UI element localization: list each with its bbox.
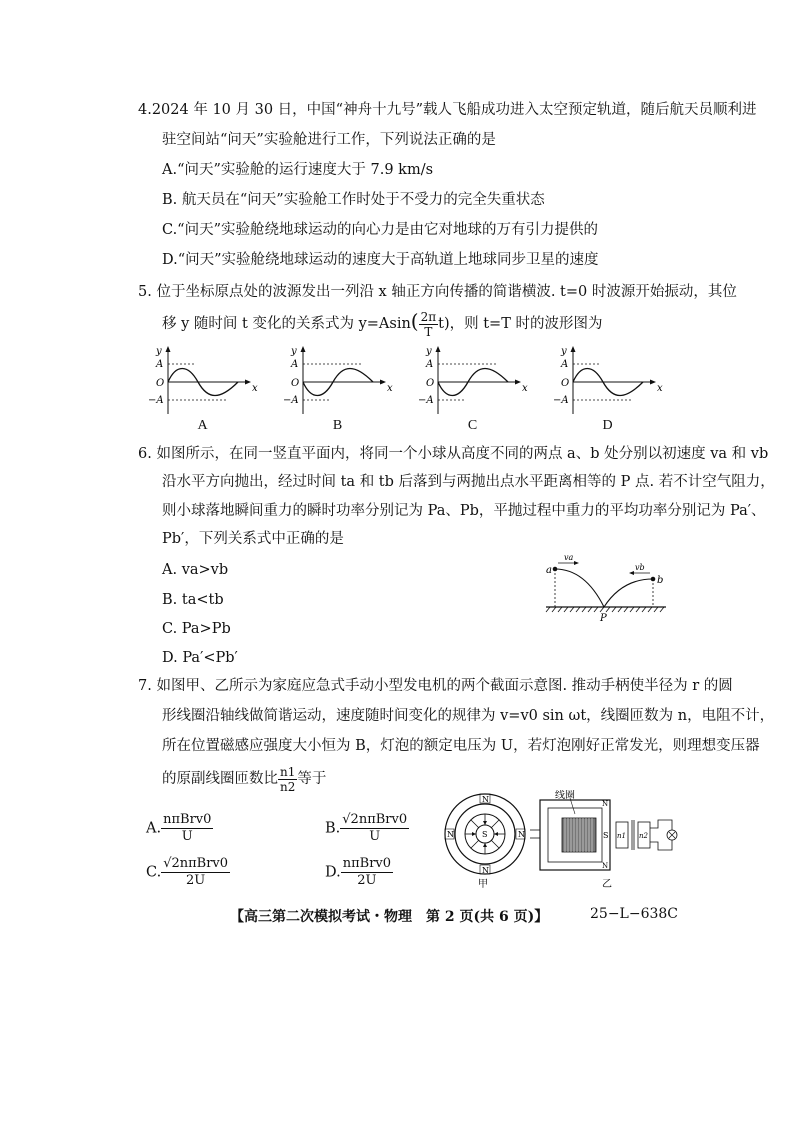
q6-option-d: D. Pa′<Pb′ [162, 650, 238, 666]
q5-line1: 5. 位于坐标原点处的波源发出一列沿 x 轴正方向传播的简谐横波. t=0 时波源开始振动，其位 [138, 284, 737, 300]
wave-label-c: C [467, 418, 478, 433]
q7-option-a-label: A. [146, 820, 162, 837]
q7-option-d [325, 856, 393, 889]
fig7-label-jia: 甲 [478, 879, 488, 890]
q7-option-a-frac [161, 812, 213, 845]
wave-a-origin: O [156, 378, 165, 389]
q7-option-d-frac [341, 856, 393, 889]
fig7-n2: n2 [639, 832, 648, 840]
q7-option-a-num: nπBrv0 [163, 812, 212, 827]
wave-b-y: y [291, 346, 297, 357]
q7-ratio-den: n2 [280, 779, 296, 794]
wave-d-x: x [657, 383, 663, 394]
q7-line2: 形线圈沿轴线做简谐运动，速度随时间变化的规律为 v=v0 sin ωt，线圈匝数为 n，电阻不计， [162, 708, 775, 724]
q7-option-d-label: D. [325, 864, 341, 881]
wave-graph-c [410, 344, 535, 434]
wave-b-svg [275, 344, 400, 416]
wave-d-y: y [561, 346, 567, 357]
fig7-coil-label: 线圈 [555, 790, 575, 801]
wave-graph-b [275, 344, 400, 434]
q6-line4: Pb′，下列关系式中正确的是 [162, 531, 344, 547]
wave-c-x: x [522, 383, 528, 394]
q7-option-d-den: 2U [357, 873, 377, 888]
q7-option-b-frac [340, 812, 409, 845]
fig7-s-side: S [603, 831, 609, 840]
q7-figure-svg [440, 790, 680, 890]
fig6-label-vb: vb [635, 563, 645, 572]
fig7-s-center: S [482, 830, 488, 839]
q7-option-c-label: C. [146, 864, 162, 881]
wave-label-a: A [197, 418, 208, 433]
fig6-label-p: P [600, 613, 607, 624]
q5-line2-post: t)，则 t=T 时的波形图为 [438, 316, 603, 332]
q7-option-a [146, 812, 213, 845]
wave-c-origin: O [426, 378, 435, 389]
q5-frac-num: 2π [420, 309, 437, 324]
fig7-n-left: N [447, 830, 454, 839]
exam-code: 25−L−638C [590, 906, 679, 922]
q4-option-b: B. 航天员在“问天”实验舱工作时处于不受力的完全失重状态 [162, 192, 545, 208]
q7-generator-figure [440, 790, 680, 890]
q6-line2: 沿水平方向抛出，经过时间 ta 和 tb 后落到与两抛出点水平距离相等的 P 点. 若不计空气阻力， [162, 474, 775, 490]
q7-option-a-den: U [181, 829, 193, 844]
wave-b-negamp: −A [283, 395, 299, 406]
q7-ratio-num: n1 [280, 764, 296, 779]
q4-option-c: C.“问天”实验舱绕地球运动的向心力是由它对地球的万有引力提供的 [162, 222, 599, 238]
q7-option-b-den: U [369, 829, 381, 844]
q5-paren: ( [410, 309, 419, 333]
wave-c-amp: A [426, 359, 434, 370]
fig7-n1: n1 [617, 832, 626, 840]
q4-line1: 4.2024 年 10 月 30 日，中国“神舟十九号”载人飞船成功进入太空预定轨道，随后航天员顺利进 [138, 102, 757, 118]
q4-option-d: D.“问天”实验舱绕地球运动的速度大于高轨道上地球同步卫星的速度 [162, 252, 599, 268]
q7-ratio-fraction [278, 765, 297, 794]
wave-label-b: B [332, 418, 343, 433]
q7-option-c [146, 856, 230, 889]
wave-a-amp: A [156, 359, 164, 370]
q6-figure-svg [540, 555, 670, 625]
wave-c-svg [410, 344, 535, 416]
wave-a-negamp: −A [148, 395, 164, 406]
fig6-label-b: b [657, 575, 664, 586]
q7-option-c-num: √2nπBrv0 [163, 856, 229, 871]
q7-option-b [325, 812, 409, 845]
fig7-n-side-top: N [602, 800, 609, 808]
q7-option-c-den: 2U [186, 873, 206, 888]
wave-b-origin: O [291, 378, 300, 389]
wave-d-amp: A [561, 359, 569, 370]
q5-line2 [162, 306, 603, 339]
q6-projectile-figure [540, 555, 670, 625]
q4-line2: 驻空间站“问天”实验舱进行工作，下列说法正确的是 [162, 132, 496, 148]
wave-a-x: x [252, 383, 258, 394]
q7-option-b-num: √2nπBrv0 [342, 812, 408, 827]
fig7-n-side-bottom: N [602, 862, 609, 870]
q7-line4-pre: 的原副线圈匝数比 [162, 771, 278, 787]
wave-a-svg [140, 344, 265, 416]
fig7-label-yi: 乙 [602, 879, 612, 890]
q7-line4-post: 等于 [297, 771, 327, 787]
fig7-n-right: N [518, 830, 525, 839]
q5-wave-options [140, 344, 740, 434]
q6-option-a: A. va>vb [162, 562, 229, 578]
q5-frac-den: T [424, 324, 433, 339]
fig7-n-bottom: N [482, 866, 489, 875]
wave-a-y: y [156, 346, 162, 357]
wave-graph-d [545, 344, 670, 434]
q6-option-b: B. ta<tb [162, 592, 224, 608]
wave-d-svg [545, 344, 670, 416]
wave-d-negamp: −A [553, 395, 569, 406]
fig6-label-va: va [564, 555, 574, 562]
wave-label-d: D [602, 418, 613, 433]
wave-d-origin: O [561, 378, 570, 389]
q6-option-c: C. Pa>Pb [162, 621, 231, 637]
wave-graph-a [140, 344, 265, 434]
q6-line3: 则小球落地瞬间重力的瞬时功率分别记为 Pa、Pb，平抛过程中重力的平均功率分别记为 Pa′、 [162, 503, 766, 519]
fig7-n-top: N [482, 795, 489, 804]
wave-b-x: x [387, 383, 393, 394]
fig6-label-a: a [546, 565, 552, 576]
page-footer: 【高三第二次模拟考试・物理 第 2 页(共 6 页)】 [230, 909, 549, 925]
q5-fraction [419, 310, 439, 339]
q7-option-d-num: nπBrv0 [342, 856, 392, 871]
q7-line1: 7. 如图甲、乙所示为家庭应急式手动小型发电机的两个截面示意图. 推动手柄使半径为 r 的圆 [138, 678, 733, 694]
wave-b-amp: A [291, 359, 299, 370]
wave-c-y: y [426, 346, 432, 357]
q7-option-b-label: B. [325, 820, 341, 837]
q6-line1: 6. 如图所示，在同一竖直平面内，将同一个小球从高度不同的两点 a、b 处分别以初速度 va 和 vb [138, 446, 769, 462]
q7-option-c-frac [161, 856, 230, 889]
q4-option-a: A.“问天”实验舱的运行速度大于 7.9 km/s [162, 162, 434, 178]
q7-line4 [162, 764, 326, 794]
wave-c-negamp: −A [418, 395, 434, 406]
q7-line3: 所在位置磁感应强度大小恒为 B，灯泡的额定电压为 U，若灯泡刚好正常发光，则理想变压器 [162, 738, 760, 754]
q5-line2-pre: 移 y 随时间 t 变化的关系式为 y=Asin [162, 316, 411, 332]
